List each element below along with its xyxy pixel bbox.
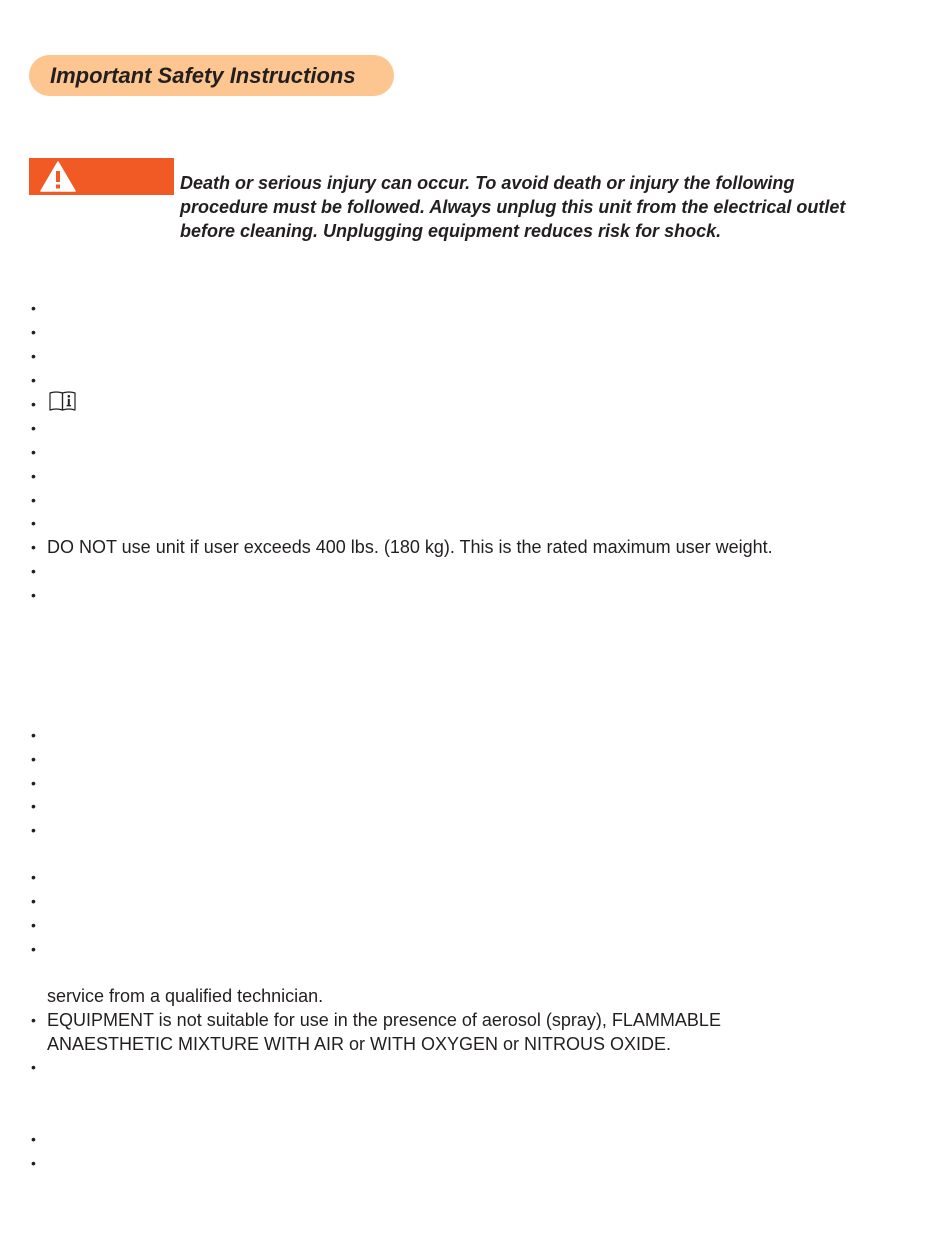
bullet-marker: • (31, 587, 36, 603)
bullet-marker: • (31, 798, 36, 814)
page-title: Important Safety Instructions (50, 63, 356, 88)
bullet-marker: • (31, 941, 36, 957)
bullet-marker: • (31, 751, 36, 767)
bullet-marker: • (31, 348, 36, 364)
warning-label-bar (29, 158, 174, 195)
instruction-flammable-line-1: EQUIPMENT is not suitable for use in the presence of aerosol (spray), FLAMMABLE (47, 1010, 721, 1030)
bullet-marker: • (31, 917, 36, 933)
bullet-marker: • (31, 420, 36, 436)
instruction-service: service from a qualified technician. (47, 986, 324, 1006)
bullet-marker: • (31, 1155, 36, 1171)
warning-line: Death or serious injury can occur. To avoid death or injury the following (180, 173, 795, 193)
bullet-marker: • (31, 324, 36, 340)
instruction-manual-icon (48, 390, 78, 412)
bullet-marker: • (31, 468, 36, 484)
warning-line: procedure must be followed. Always unplug this unit from the electrical outlet (180, 197, 846, 217)
bullet-marker: • (31, 893, 36, 909)
bullet-marker: • (31, 492, 36, 508)
bullet-marker: • (31, 300, 36, 316)
bullet-marker: • (31, 1131, 36, 1147)
bullet-marker: • (31, 563, 36, 579)
bullet-marker: • (31, 1012, 36, 1028)
instruction-weight-limit: DO NOT use unit if user exceeds 400 lbs. (180 kg). This is the rated maximum user weight. (47, 537, 773, 557)
bullet-marker: • (31, 372, 36, 388)
bullet-marker: • (31, 444, 36, 460)
warning-triangle-icon (40, 161, 76, 192)
bullet-marker: • (31, 822, 36, 838)
bullet-marker: • (31, 1059, 36, 1075)
bullet-marker: • (31, 727, 36, 743)
instruction-flammable-line-2: ANAESTHETIC MIXTURE WITH AIR or WITH OXYGEN or NITROUS OXIDE. (47, 1034, 672, 1054)
bullet-marker: • (31, 869, 36, 885)
safety-title-banner (29, 55, 394, 96)
warning-line: before cleaning. Unplugging equipment reduces risk for shock. (180, 221, 722, 241)
warning-message (180, 171, 940, 243)
bullet-marker: • (31, 775, 36, 791)
bullet-marker: • (31, 396, 36, 412)
bullet-marker: • (31, 515, 36, 531)
bullet-marker: • (31, 539, 36, 555)
